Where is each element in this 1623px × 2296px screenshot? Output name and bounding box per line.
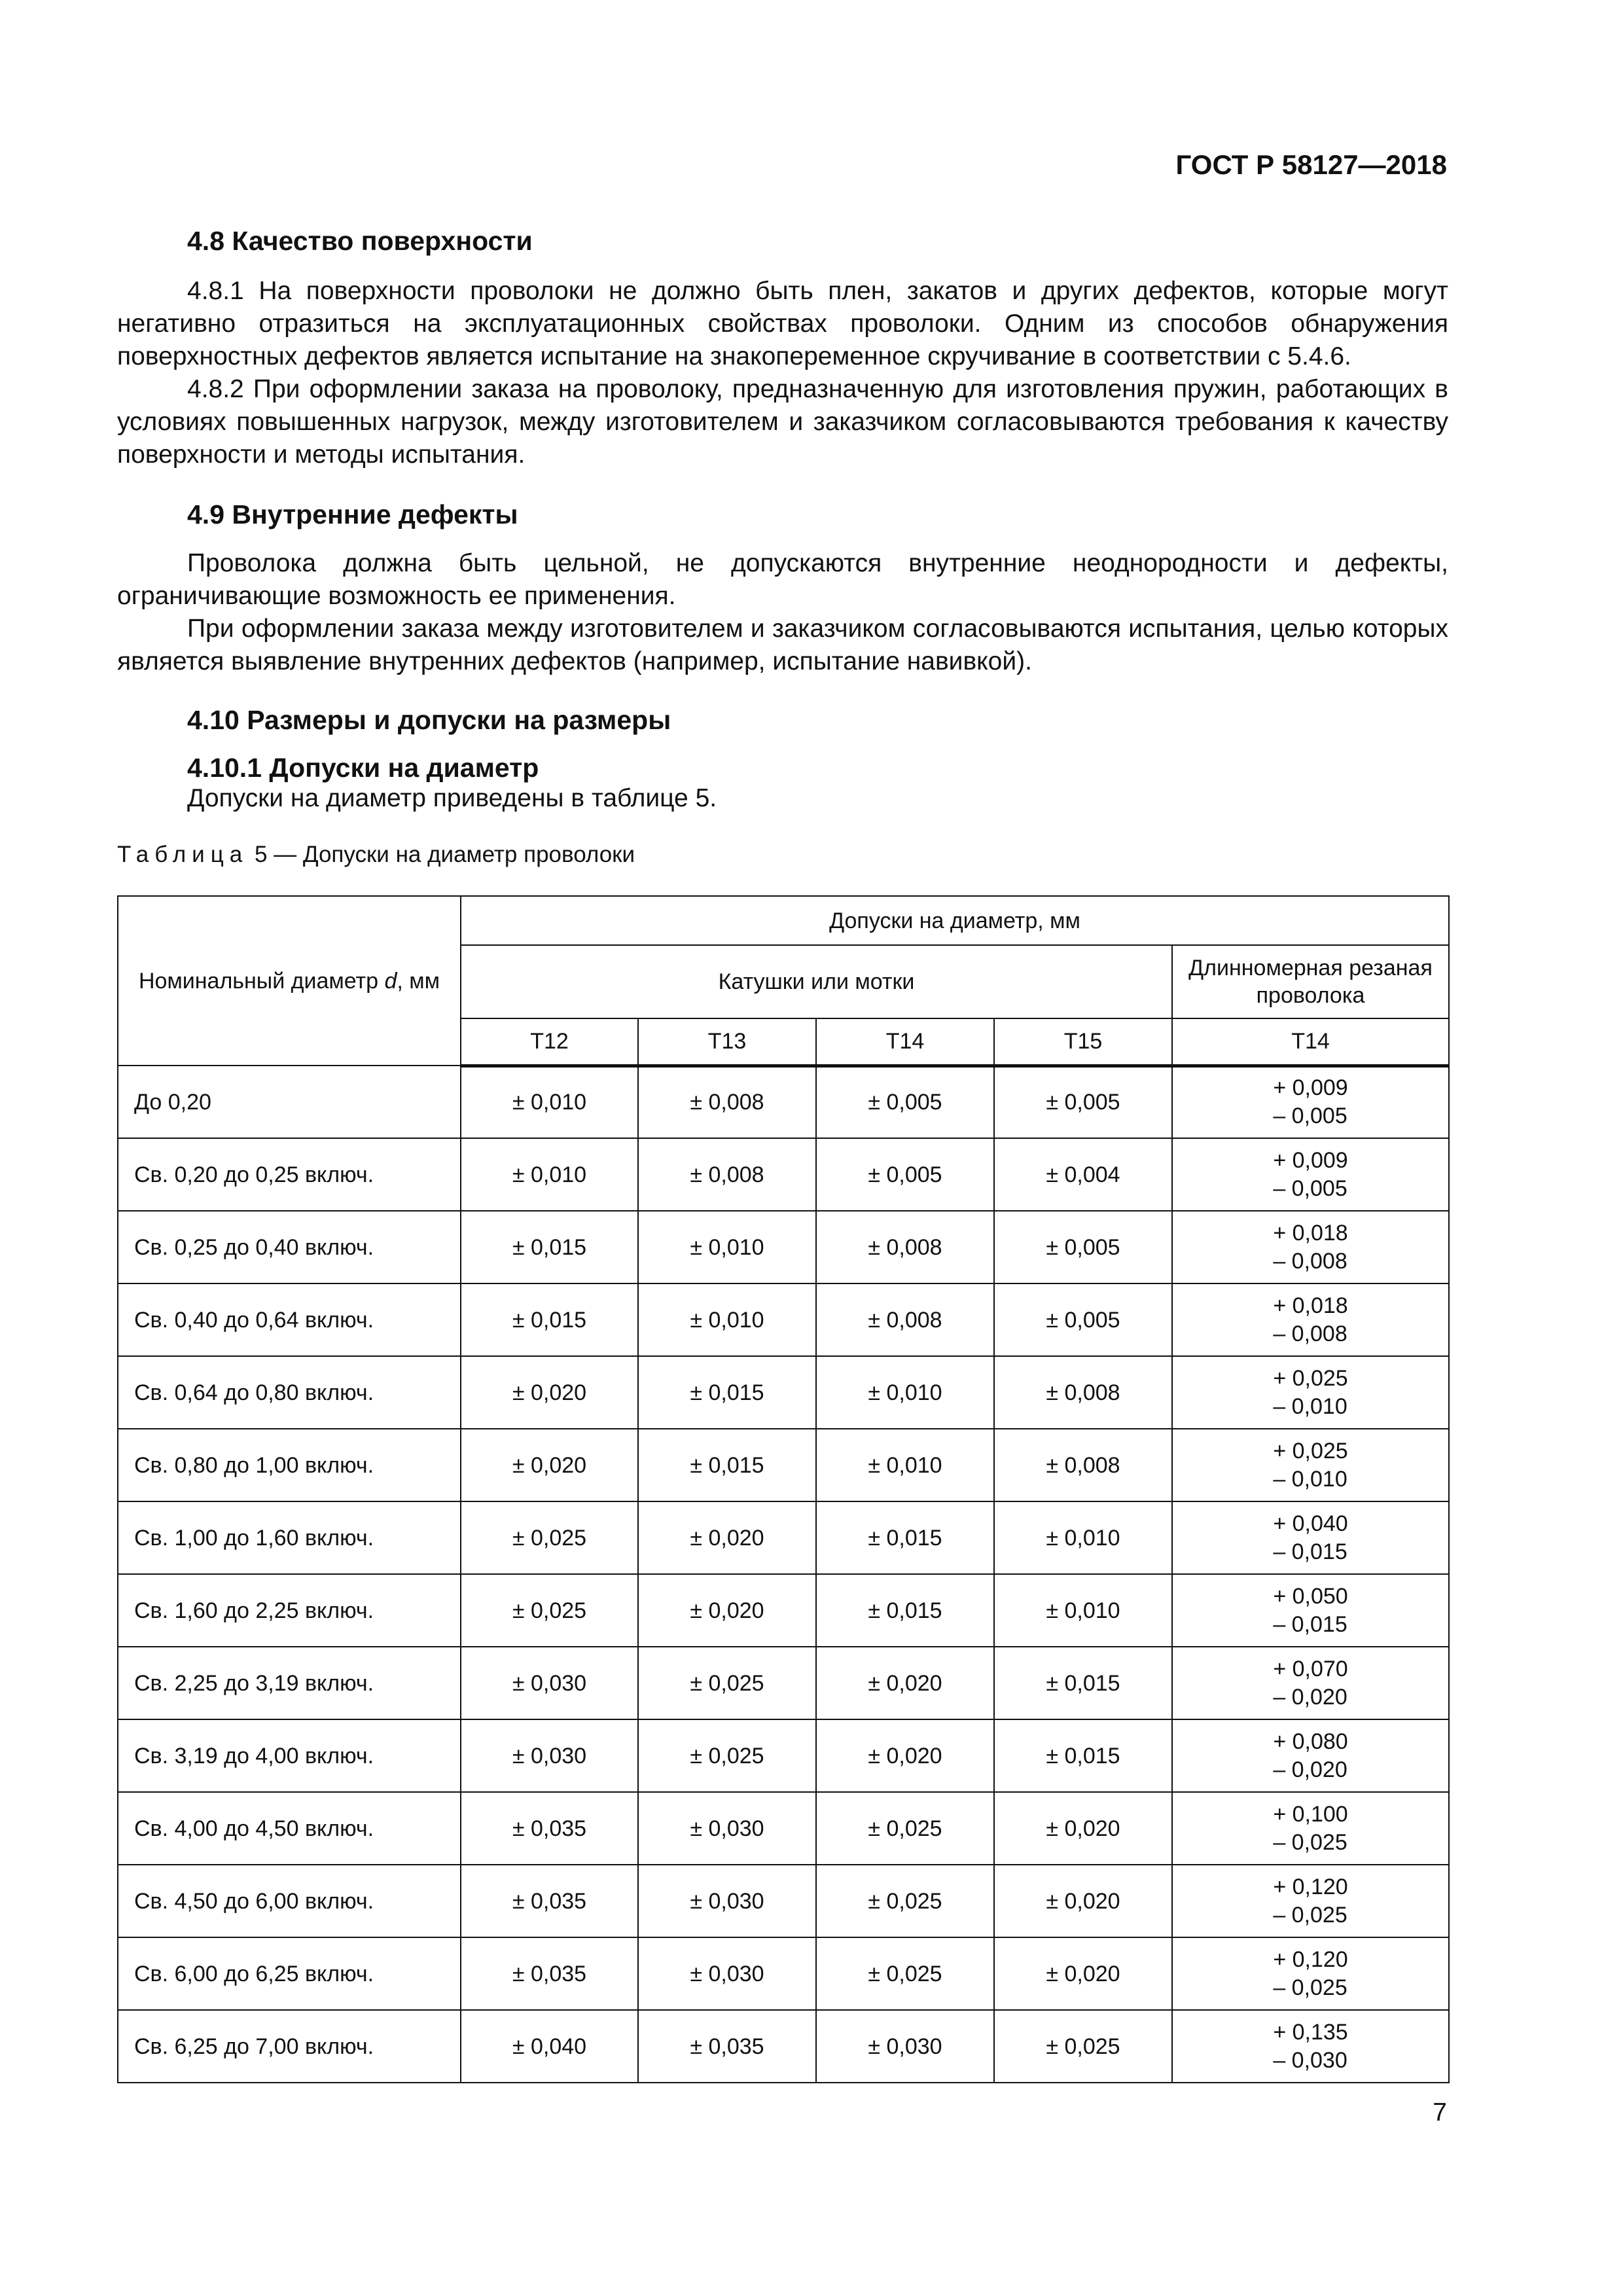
paragraph-4-8-1: 4.8.1 На поверхности проволоки не должно быть плен, закатов и других дефектов, которые могут негативно отразиться на эксплуатационных свойствах проволоки. Одним из способов обнаружения поверхностных дефектов является испытание на знакопеременное скручивание в соответствии с 5.4.6. — [117, 277, 1448, 370]
table-cell: ± 0,008 — [816, 1283, 994, 1356]
table-cell: Св. 2,25 до 3,19 включ. — [118, 1647, 461, 1719]
table-cell: ± 0,015 — [816, 1501, 994, 1574]
table-cell: До 0,20 — [118, 1066, 461, 1138]
table-cell: ± 0,008 — [816, 1211, 994, 1283]
table-cell: Св. 3,19 до 4,00 включ. — [118, 1719, 461, 1792]
table-cell: ± 0,005 — [994, 1283, 1172, 1356]
table-cell: ± 0,025 — [638, 1719, 816, 1792]
table-cell: ± 0,015 — [816, 1574, 994, 1647]
section-4-10-1-title: 4.10.1 Допуски на диаметр — [187, 753, 539, 783]
table-cell: Св. 6,25 до 7,00 включ. — [118, 2010, 461, 2083]
header-grade: Т12 — [461, 1018, 638, 1066]
table-cell: Св. 0,25 до 0,40 включ. — [118, 1211, 461, 1283]
table-row — [118, 1066, 1449, 1138]
header-grade: Т15 — [994, 1018, 1172, 1066]
page-number: 7 — [1433, 2098, 1447, 2126]
table-cell: + 0,018 – 0,008 — [1172, 1211, 1449, 1283]
table-cell: ± 0,030 — [461, 1719, 638, 1792]
table-cell: + 0,018 – 0,008 — [1172, 1283, 1449, 1356]
table-cell: ± 0,004 — [994, 1138, 1172, 1211]
table-cell: ± 0,035 — [461, 1865, 638, 1937]
table-cell: + 0,025 – 0,010 — [1172, 1429, 1449, 1501]
table-cell: ± 0,025 — [638, 1647, 816, 1719]
tolerance-table — [117, 895, 1450, 2083]
table-cell: + 0,025 – 0,010 — [1172, 1356, 1449, 1429]
table-cell: ± 0,020 — [638, 1501, 816, 1574]
table-row — [118, 1647, 1449, 1719]
table-row — [118, 1574, 1449, 1647]
table-row — [118, 2010, 1449, 2083]
table-cell: ± 0,035 — [461, 1937, 638, 2010]
table-row — [118, 1138, 1449, 1211]
table-cell: + 0,040 – 0,015 — [1172, 1501, 1449, 1574]
table-cell: ± 0,015 — [638, 1356, 816, 1429]
table-cell: ± 0,030 — [638, 1937, 816, 2010]
table-cell: ± 0,010 — [816, 1429, 994, 1501]
paragraph-4-9-1: Проволока должна быть цельной, не допускаются внутренние неоднородности и дефекты, ограничивающие возможность ее применения. — [117, 549, 1448, 610]
table-row — [118, 1211, 1449, 1283]
table-cell: ± 0,025 — [994, 2010, 1172, 2083]
table-cell: ± 0,030 — [461, 1647, 638, 1719]
table-cell: ± 0,005 — [816, 1066, 994, 1138]
document-code: ГОСТ Р 58127—2018 — [1175, 149, 1447, 180]
table-cell: ± 0,035 — [638, 2010, 816, 2083]
header-nominal-diameter: Номинальный диаметр d, мм — [118, 896, 461, 1066]
section-4-9-title: 4.9 Внутренние дефекты — [187, 499, 518, 529]
table-caption-text: 5 — Допуски на диаметр проволоки — [248, 842, 635, 867]
table-cell: + 0,009 – 0,005 — [1172, 1138, 1449, 1211]
table-cell: ± 0,010 — [461, 1066, 638, 1138]
table-cell: ± 0,015 — [994, 1719, 1172, 1792]
table-cell: Св. 1,00 до 1,60 включ. — [118, 1501, 461, 1574]
table-cell: + 0,120 – 0,025 — [1172, 1865, 1449, 1937]
table-cell: ± 0,040 — [461, 2010, 638, 2083]
table-cell: Св. 0,20 до 0,25 включ. — [118, 1138, 461, 1211]
table-cell: ± 0,020 — [461, 1429, 638, 1501]
paragraph-4-8-2: 4.8.2 При оформлении заказа на проволоку, предназначенную для изготовления пружин, работающих в условиях повышенных нагрузок, между изготовителем и заказчиком согласовываются требования к качеству поверхности и методы испытания. — [117, 375, 1448, 469]
table-caption — [117, 842, 635, 868]
table-cell: ± 0,025 — [461, 1501, 638, 1574]
table-cell: ± 0,015 — [994, 1647, 1172, 1719]
table-cell: ± 0,008 — [638, 1066, 816, 1138]
table-cell: + 0,070 – 0,020 — [1172, 1647, 1449, 1719]
paragraph-4-9-2: При оформлении заказа между изготовителем и заказчиком согласовываются испытания, целью которых является выявление внутренних дефектов (например, испытание навивкой). — [117, 615, 1448, 675]
table-cell: ± 0,010 — [461, 1138, 638, 1211]
table-cell: ± 0,020 — [994, 1792, 1172, 1865]
table-cell: ± 0,005 — [994, 1211, 1172, 1283]
table-cell: Св. 6,00 до 6,25 включ. — [118, 1937, 461, 2010]
table-cell: ± 0,008 — [994, 1429, 1172, 1501]
table-row — [118, 1501, 1449, 1574]
table-cell: + 0,100 – 0,025 — [1172, 1792, 1449, 1865]
table-cell: ± 0,015 — [461, 1211, 638, 1283]
table-cell: Св. 0,40 до 0,64 включ. — [118, 1283, 461, 1356]
header-tolerances: Допуски на диаметр, мм — [461, 896, 1449, 945]
header-coils: Катушки или мотки — [461, 945, 1172, 1018]
table-cell: Св. 4,50 до 6,00 включ. — [118, 1865, 461, 1937]
table-cell: ± 0,015 — [461, 1283, 638, 1356]
table-cell: ± 0,025 — [816, 1937, 994, 2010]
section-4-10-1-text: Допуски на диаметр приведены в таблице 5. — [187, 784, 717, 812]
table-row — [118, 1719, 1449, 1792]
table-cell: ± 0,030 — [638, 1792, 816, 1865]
table-cell: ± 0,020 — [816, 1647, 994, 1719]
table-cell: Св. 1,60 до 2,25 включ. — [118, 1574, 461, 1647]
table-cell: + 0,135 – 0,030 — [1172, 2010, 1449, 2083]
table-cell: + 0,120 – 0,025 — [1172, 1937, 1449, 2010]
table-caption-word: Таблица — [117, 842, 249, 867]
table-cell: + 0,009 – 0,005 — [1172, 1066, 1449, 1138]
table-cell: + 0,050 – 0,015 — [1172, 1574, 1449, 1647]
table-row — [118, 1429, 1449, 1501]
header-grade: Т13 — [638, 1018, 816, 1066]
table-cell: ± 0,030 — [638, 1865, 816, 1937]
section-4-8-body — [117, 275, 1448, 471]
section-4-8-title: 4.8 Качество поверхности — [187, 226, 533, 256]
table-row — [118, 1865, 1449, 1937]
table-cell: ± 0,025 — [816, 1792, 994, 1865]
table-cell: ± 0,010 — [638, 1211, 816, 1283]
table-cell: ± 0,020 — [461, 1356, 638, 1429]
table-cell: ± 0,010 — [994, 1574, 1172, 1647]
table-cell: ± 0,010 — [816, 1356, 994, 1429]
section-4-9-body — [117, 547, 1448, 678]
table-cell: ± 0,025 — [816, 1865, 994, 1937]
table-cell: + 0,080 – 0,020 — [1172, 1719, 1449, 1792]
table-row — [118, 1283, 1449, 1356]
table-cell: ± 0,015 — [638, 1429, 816, 1501]
table-row — [118, 1356, 1449, 1429]
table-cell: ± 0,005 — [816, 1138, 994, 1211]
table-cell: ± 0,010 — [638, 1283, 816, 1356]
table-cell: Св. 0,80 до 1,00 включ. — [118, 1429, 461, 1501]
table-cell: Св. 4,00 до 4,50 включ. — [118, 1792, 461, 1865]
header-grade: Т14 — [816, 1018, 994, 1066]
table-row — [118, 1792, 1449, 1865]
table-cell: ± 0,020 — [638, 1574, 816, 1647]
table-row — [118, 1937, 1449, 2010]
table-cell: ± 0,008 — [994, 1356, 1172, 1429]
header-cut-wire: Длинномерная резаная проволока — [1172, 945, 1449, 1018]
table-cell: Св. 0,64 до 0,80 включ. — [118, 1356, 461, 1429]
table-cell: ± 0,035 — [461, 1792, 638, 1865]
table-cell: ± 0,030 — [816, 2010, 994, 2083]
table-cell: ± 0,020 — [994, 1937, 1172, 2010]
table-cell: ± 0,025 — [461, 1574, 638, 1647]
table-cell: ± 0,020 — [994, 1865, 1172, 1937]
table-cell: ± 0,010 — [994, 1501, 1172, 1574]
table-cell: ± 0,008 — [638, 1138, 816, 1211]
header-grade: Т14 — [1172, 1018, 1449, 1066]
table-cell: ± 0,020 — [816, 1719, 994, 1792]
section-4-10-title: 4.10 Размеры и допуски на размеры — [187, 705, 671, 735]
table-cell: ± 0,005 — [994, 1066, 1172, 1138]
